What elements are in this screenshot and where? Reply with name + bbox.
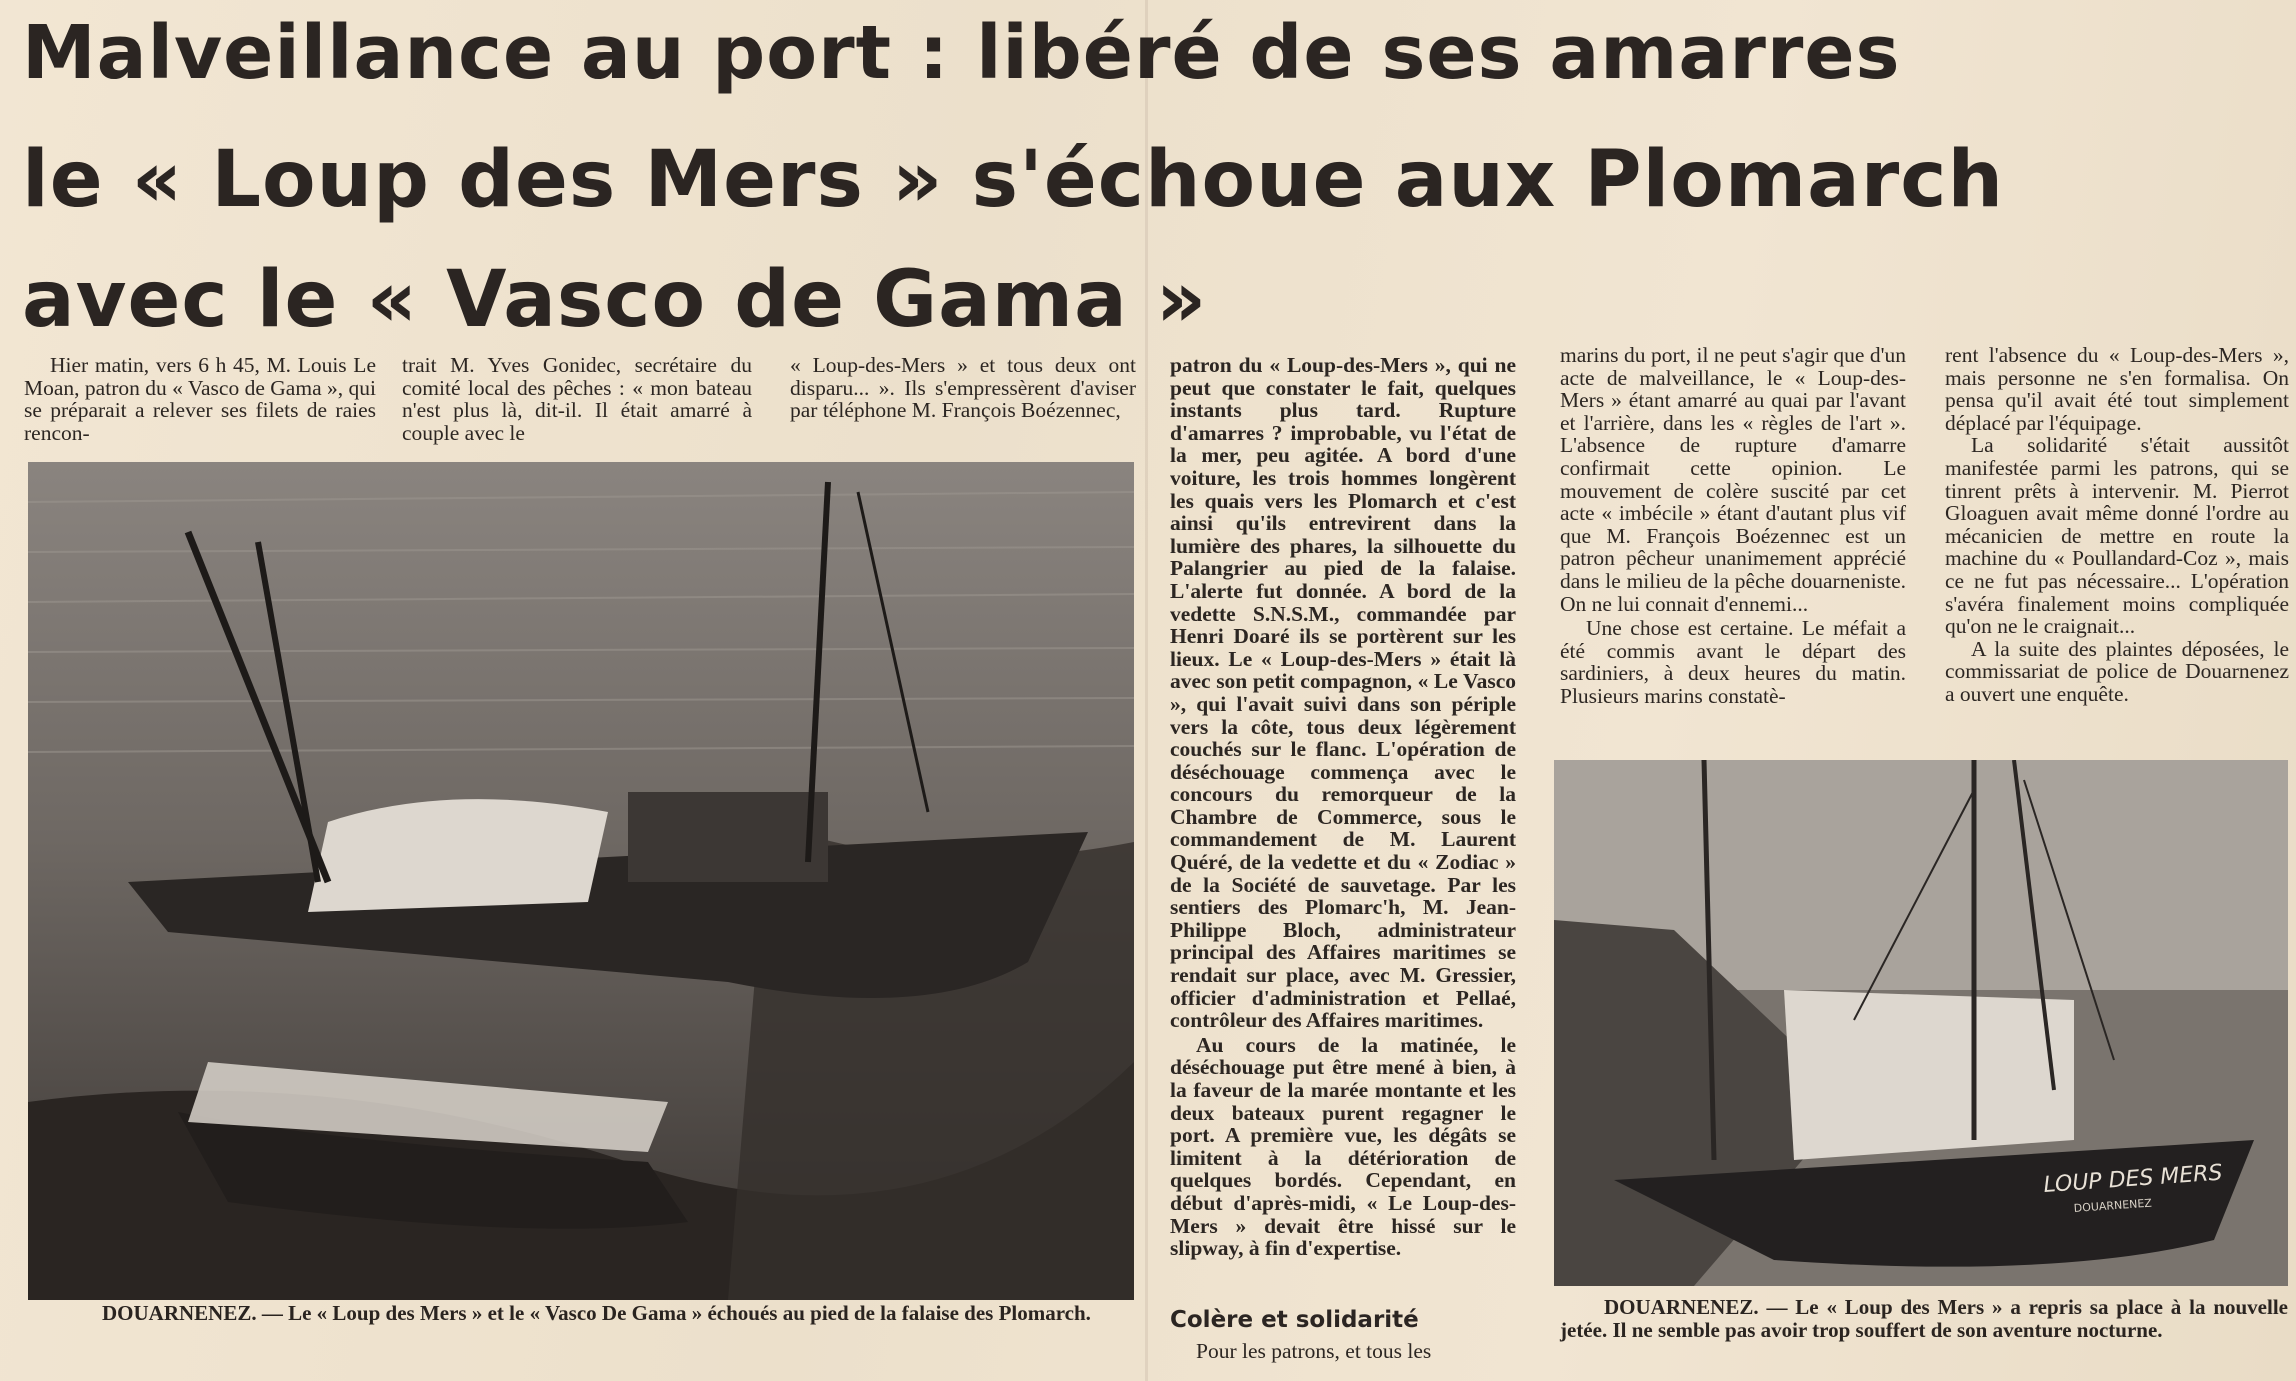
paragraph: « Loup-des-Mers » et tous deux ont disparu... ». Ils s'empressèrent d'aviser par téléphone M. François Boézennec, — [790, 353, 1136, 423]
headline-line-2: le « Loup des Mers » s'échoue aux Plomarch — [22, 135, 2004, 225]
column-2 — [402, 354, 752, 444]
photo-image — [28, 462, 1134, 1300]
paragraph: Une chose est certaine. Le méfait a été commis avant le départ des sardiniers, à deux heures du matin. Plusieurs marins constatè- — [1560, 616, 1906, 708]
margin-bleed — [2244, 10, 2288, 350]
paragraph: rent l'absence du « Loup-des-Mers », mais personne ne s'en formalisa. On pensa qu'il avait été tout simplement déplacé par l'équipage. — [1945, 343, 2289, 435]
paragraph: Pour les patrons, et tous les — [1196, 1339, 1432, 1363]
section-heading: Colère et solidarité — [1170, 1307, 1419, 1333]
paragraph: trait M. Yves Gonidec, secrétaire du comité local des pêches : « mon bateau n'est plus là, dit-il. Il était amarré à couple avec le — [402, 353, 752, 445]
column-6 — [1945, 344, 2289, 706]
caption-right: DOUARNENEZ. — Le « Loup des Mers » a repris sa place à la nouvelle jetée. Il ne semble pas avoir trop souffert de son aventure nocturne. — [1560, 1295, 2288, 1342]
paragraph: marins du port, il ne peut s'agir que d'un acte de malveillance, le « Loup-des-Mers » étant amarré au quai par l'avant et l'arrière, dans les « règles de l'art ». L'absence de rupture d'amarre confirmait cette opinion. Le mouvement de colère suscité par cet acte « imbécile » étant d'autant plus vif que M. François Boézennec est un patron pêcheur unanimement apprécié dans le milieu de la pêche douarneniste. On ne lui connait d'ennemi... — [1560, 343, 1906, 616]
hull-port: DOUARNENEZ — [2073, 1196, 2153, 1215]
hull-name: LOUP DES MERS — [2042, 1160, 2224, 1198]
paragraph: Au cours de la matinée, le déséchouage put être mené à bien, à la faveur de la marée montante et les deux bateaux purent regagner le port. A première vue, les dégâts se limitent à la détérioration de quelques bordés. Cependant, en début d'après-midi, « Le Loup-des-Mers » devait être hissé sur le slipway, à fin d'expertise. — [1170, 1032, 1516, 1261]
column-3 — [790, 354, 1136, 422]
column-1 — [24, 354, 376, 444]
photo-boats-aground — [28, 462, 1134, 1300]
paragraph: patron du « Loup-des-Mers », qui ne peut que constater le fait, quelques instants plus tard. Rupture d'amarres ? improbable, vu l'état de la mer, peu agitée. A bord d'une voiture, les trois hommes longèrent les quais vers les Plomarch et c'est ainsi qu'ils entrevirent dans la lumière des phares, la silhouette du Palangrier au pied de la falaise. L'alerte fut donnée. A bord de la vedette S.N.S.M., commandée par Henri Doaré ils se portèrent sur les lieux. Le « Loup-des-Mers » était là avec son petit compagnon, « Le Vasco », qui l'avait suivi dans son périple vers la côte, tous deux légèrement couchés sur le flanc. L'opération de déséchouage commença avec le concours du remorqueur de la Chambre de Commerce, sous le commandement de M. Laurent Quéré, de la vedette et du « Zodiac » de la Société de sauvetage. Par les sentiers des Plomarc'h, M. Jean-Philippe Bloch, administrateur principal des Affaires maritimes se rendait sur place, avec M. Gressier, officier d'administration et Pellaé, contrôleur des Affaires maritimes. — [1170, 353, 1516, 1033]
column-5 — [1560, 344, 1906, 708]
paragraph: A la suite des plaintes déposées, le commissariat de police de Douarnenez a ouvert une enquête. — [1945, 636, 2289, 706]
column-4-end — [1170, 1340, 1516, 1363]
photo-image — [1554, 760, 2288, 1286]
headline-line-3: avec le « Vasco de Gama » — [22, 255, 1208, 345]
paragraph: Hier matin, vers 6 h 45, M. Louis Le Moan, patron du « Vasco de Gama », qui se préparait a relever ses filets de raies rencon- — [24, 353, 376, 445]
paragraph: La solidarité s'était aussitôt manifestée parmi les patrons, qui se tinrent prêts à intervenir. M. Pierrot Gloaguen avait même donné l'ordre au mécanicien de mettre en route la machine du « Poullandard-Coz », mais ce ne fut pas nécessaire... L'opération s'avéra finalement moins compliquée qu'on ne le craignait... — [1945, 433, 2289, 639]
column-4 — [1170, 354, 1516, 1260]
photo-boat-at-jetty — [1554, 760, 2288, 1286]
headline-line-1: Malveillance au port : libéré de ses amarres — [22, 10, 1901, 96]
caption-left: DOUARNENEZ. — Le « Loup des Mers » et le « Vasco De Gama » échoués au pied de la falaise des Plomarch. — [102, 1301, 1091, 1325]
